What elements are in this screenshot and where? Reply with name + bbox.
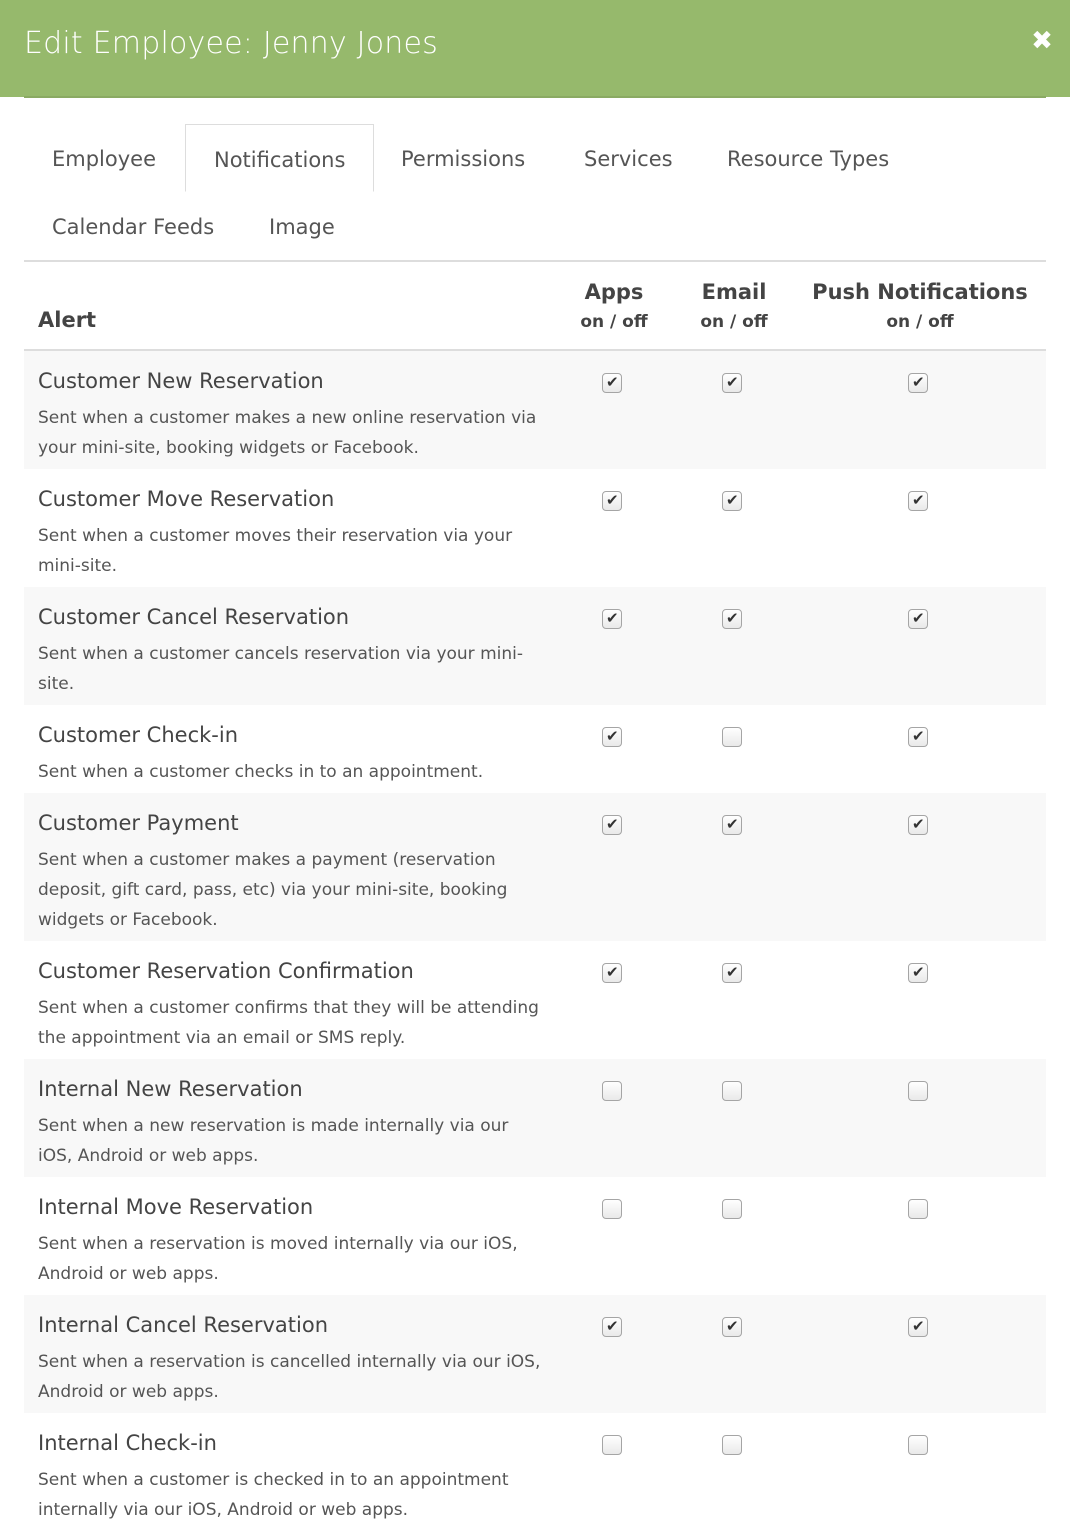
notifications-table	[24, 262, 1046, 1522]
check-icon: ✔	[912, 373, 925, 391]
push-checkbox[interactable]	[908, 963, 928, 983]
alert-description: Sent when a customer cancels reservation via your mini-site.	[38, 644, 523, 694]
check-icon: ✔	[912, 491, 925, 509]
apps-checkbox[interactable]	[602, 815, 622, 835]
apps-checkbox[interactable]	[602, 491, 622, 511]
email-checkbox[interactable]	[722, 609, 742, 629]
tab-notifications[interactable]: Notifications	[185, 124, 374, 192]
email-checkbox[interactable]	[722, 373, 742, 393]
column-header-alert: Alert	[38, 308, 97, 332]
tab-permissions[interactable]: Permissions	[401, 147, 526, 171]
email-checkbox[interactable]	[722, 815, 742, 835]
column-header-apps-label: Apps	[584, 280, 644, 304]
check-icon: ✔	[606, 815, 619, 833]
apps-checkbox[interactable]	[602, 1317, 622, 1337]
alert-title: Customer Reservation Confirmation	[38, 959, 414, 983]
email-checkbox[interactable]	[722, 727, 742, 747]
alert-title: Customer Payment	[38, 811, 239, 835]
alert-title: Internal New Reservation	[38, 1077, 303, 1101]
check-icon: ✔	[912, 1317, 925, 1335]
apps-checkbox[interactable]	[602, 609, 622, 629]
alert-description: Sent when a customer checks in to an appointment.	[38, 762, 484, 782]
check-icon: ✔	[606, 609, 619, 627]
alert-description: Sent when a reservation is cancelled internally via our iOS, Android or web apps.	[38, 1352, 541, 1402]
email-checkbox[interactable]	[722, 1317, 742, 1337]
table-row	[24, 1295, 1046, 1413]
table-row	[24, 705, 1046, 793]
check-icon: ✔	[726, 815, 739, 833]
check-icon: ✔	[726, 491, 739, 509]
alert-description: Sent when a reservation is moved internally via our iOS, Android or web apps.	[38, 1234, 518, 1284]
column-header-email	[684, 280, 784, 332]
check-icon: ✔	[912, 609, 925, 627]
alert-description: Sent when a customer makes a new online reservation via your mini-site, booking widgets or Facebook.	[38, 408, 537, 458]
alert-title: Internal Move Reservation	[38, 1195, 314, 1219]
check-icon: ✔	[726, 963, 739, 981]
check-icon: ✔	[606, 1317, 619, 1335]
table-row	[24, 793, 1046, 941]
tab-bar	[24, 124, 1046, 262]
alert-description: Sent when a customer makes a payment (reservation deposit, gift card, pass, etc) via your mini-site, booking widgets or Facebook.	[38, 850, 508, 930]
apps-checkbox[interactable]	[602, 1435, 622, 1455]
check-icon: ✔	[912, 815, 925, 833]
email-checkbox[interactable]	[722, 963, 742, 983]
apps-checkbox[interactable]	[602, 727, 622, 747]
apps-checkbox[interactable]	[602, 963, 622, 983]
tab-employee[interactable]: Employee	[52, 147, 157, 171]
column-header-email-label: Email	[701, 280, 767, 304]
check-icon: ✔	[606, 373, 619, 391]
push-checkbox[interactable]	[908, 1435, 928, 1455]
apps-checkbox[interactable]	[602, 373, 622, 393]
alert-description: Sent when a customer moves their reservation via your mini-site.	[38, 526, 513, 576]
alert-title: Customer Move Reservation	[38, 487, 335, 511]
alert-title: Customer New Reservation	[38, 369, 324, 393]
tab-resource-types[interactable]: Resource Types	[727, 147, 890, 171]
push-checkbox[interactable]	[908, 727, 928, 747]
alert-title: Internal Cancel Reservation	[38, 1313, 329, 1337]
push-checkbox[interactable]	[908, 1317, 928, 1337]
push-checkbox[interactable]	[908, 815, 928, 835]
check-icon: ✔	[726, 1317, 739, 1335]
push-checkbox[interactable]	[908, 491, 928, 511]
email-checkbox[interactable]	[722, 1435, 742, 1455]
check-icon: ✔	[912, 963, 925, 981]
column-header-push-label: Push Notifications	[812, 280, 1028, 304]
column-header-apps-sub: on / off	[580, 312, 648, 332]
check-icon: ✔	[726, 609, 739, 627]
column-header-push-sub: on / off	[886, 312, 954, 332]
table-row	[24, 587, 1046, 705]
apps-checkbox[interactable]	[602, 1199, 622, 1219]
check-icon: ✔	[606, 963, 619, 981]
check-icon: ✔	[606, 491, 619, 509]
header-divider	[24, 96, 1046, 98]
tab-services[interactable]: Services	[584, 147, 673, 171]
alert-title: Customer Check-in	[38, 723, 239, 747]
alert-title: Internal Check-in	[38, 1431, 217, 1455]
modal-title: Edit Employee: Jenny Jones	[24, 26, 438, 61]
table-row	[24, 1177, 1046, 1295]
push-checkbox[interactable]	[908, 373, 928, 393]
apps-checkbox[interactable]	[602, 1081, 622, 1101]
table-row	[24, 941, 1046, 1059]
table-row	[24, 1413, 1046, 1522]
email-checkbox[interactable]	[722, 1081, 742, 1101]
alert-description: Sent when a new reservation is made internally via our iOS, Android or web apps.	[38, 1116, 509, 1166]
email-checkbox[interactable]	[722, 1199, 742, 1219]
column-header-email-sub: on / off	[700, 312, 768, 332]
push-checkbox[interactable]	[908, 609, 928, 629]
check-icon: ✔	[912, 727, 925, 745]
push-checkbox[interactable]	[908, 1081, 928, 1101]
alert-title: Customer Cancel Reservation	[38, 605, 350, 629]
email-checkbox[interactable]	[722, 491, 742, 511]
modal-header	[0, 0, 1070, 97]
tab-calendar-feeds[interactable]: Calendar Feeds	[52, 215, 215, 239]
column-header-push	[804, 280, 1036, 332]
check-icon: ✔	[606, 727, 619, 745]
check-icon: ✔	[726, 373, 739, 391]
table-row	[24, 351, 1046, 469]
close-icon[interactable]: ✖	[1031, 26, 1053, 56]
push-checkbox[interactable]	[908, 1199, 928, 1219]
tab-image[interactable]: Image	[269, 215, 335, 239]
table-header	[24, 262, 1046, 351]
alert-description: Sent when a customer is checked in to an appointment internally via our iOS, Android or web apps.	[38, 1470, 509, 1520]
alert-description: Sent when a customer confirms that they will be attending the appointment via an email or SMS reply.	[38, 998, 539, 1048]
table-row	[24, 1059, 1046, 1177]
table-row	[24, 469, 1046, 587]
column-header-apps	[564, 280, 664, 332]
